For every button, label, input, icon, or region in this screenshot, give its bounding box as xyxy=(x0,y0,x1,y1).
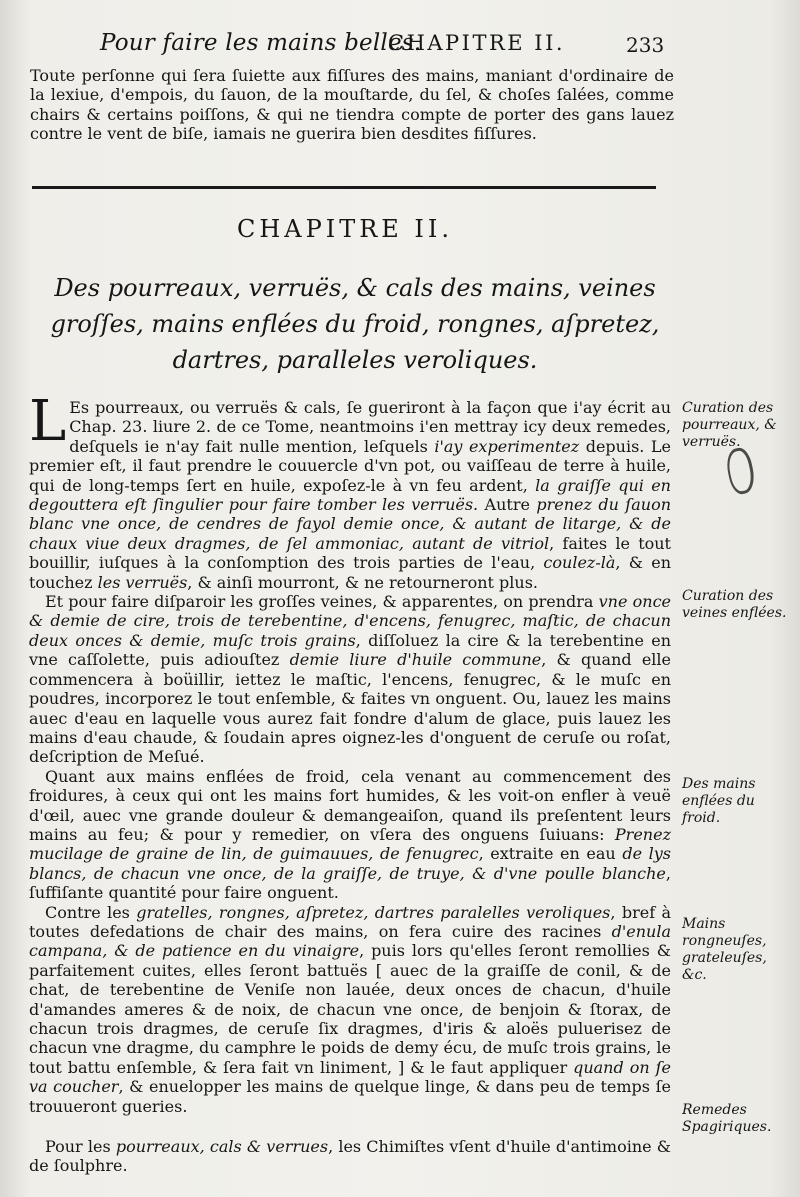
opening-paragraph: Toute perſonne qui ſera ſuiette aux fiſſures des mains, maniant d'ordinaire de la lexiue, d'empois, du ſauon, de la mouſtarde, du ſel, & choſes ſalées, comme chairs & certains poiſſons, & qui ne tiendra compte de porter des gans lauez contre le vent de biſe, iamais ne guerira bien desdites fiſſures. xyxy=(30,66,674,144)
margin-note-veines: Curation des veines enflées. xyxy=(682,588,787,621)
paragraph-verrues: L Es pourreaux, ou verruës & cals, ſe gueriront à la façon que i'ay écrit au Chap. 23. liure 2. de ce Tome, neantmoins i'en mettray icy deux remedes, deſquels ie n'ay fait nulle mention, leſquels i'ay experimentez depuis. Le premier eſt, il faut prendre le couuercle d'vn pot, ou vaiſſeau de terre à huile, qui de long-temps ſert en huile, expoſez-le à vn feu ardent, la graiſſe qui en degouttera eſt ſingulier pour faire tomber les verruës. Autre prenez du ſauon blanc vne once, de cendres de fayol demie once, & autant de litarge, & de chaux viue deux dragmes, de ſel ammoniac, autant de vitriol, faites le tout bouillir, iuſques à la conſomption des trois parties de l'eau, coulez-là, & en touchez les verruës, & ainſi mourront, & ne retourneront plus. xyxy=(29,389,672,592)
section-divider xyxy=(32,186,656,189)
header-chapter: CHAPITRE II. xyxy=(388,31,566,55)
paragraph-spagiriques: Pour les pourreaux, cals & verrues, les Chimiſtes vſent d'huile d'antimoine & de ſoulphre. xyxy=(29,1137,672,1176)
margin-note-verrues: Curation des pourreaux, & verruës. xyxy=(682,400,777,450)
paragraph-rongnes: Contre les gratelles, rongnes, aſpretez, dartres paralelles verоliques, bref à toutes defedations de chair des mains, on fera cuire des racines d'enula campana, & de patience en du vinaigre, puis lors qu'elles ſeront remollies & parfaitement cuites, elles ſeront battuës [ auec de la graiſſe de conil, & de chat, de terebentine de Veniſe non lauée, deux onces de chacun, d'huile d'amandes ameres & de noix, de chacun vne once, de benjoin & ſtorax, de chacun trois dragmes, de ceruſe ſix dragmes, d'iris & aloës puluerisez de chacun vne dragme, du camphre le poids de demy écu, de muſc trois grains, le tout battu enſemble, & ſera fait vn liniment, ] & le faut appliquer quand on ſe va coucher, & enuelopper les mains de quelque linge, & dans peu de temps ſe trouueront gueries. xyxy=(29,902,672,1116)
paragraph-veines: Et pour faire diſparoir les groſſes veines, & apparentes, on prendra vne once & demie de cire, trois de terebentine, d'encens, fenugrec, maſtic, de chacun deux onces & demie, muſc trois grains, diſſoluez la cire & la terebentine en vne caſſolette, puis adiouſtez demie liure d'huile commune, & quand elle commencera à boüillir, iettez le maſtic, l'encens, fenugrec, & le muſc en poudres, incorporez le tout enſemble, & faites vn onguent. Ou, lauez les mains auec d'eau en laquelle vous aurez fait fondre d'alum de glace, puis lauez les mains d'eau chaude, & ſoudain apres oignez-les d'onguent de ceruſe ou roſat, deſcription de Meſué. xyxy=(29,592,672,767)
margin-note-rongnes: Mains rongneuſes, grateleuſes, &c. xyxy=(682,916,767,983)
ink-flourish xyxy=(723,446,757,496)
chapter-heading: CHAPITRE II. xyxy=(236,215,454,243)
page-header xyxy=(100,30,680,64)
drop-cap: L xyxy=(29,389,67,454)
margin-note-spagiriques: Remedes Spagiriques. xyxy=(682,1102,772,1135)
margin-note-froid: Des mains enflées du froid. xyxy=(682,776,756,826)
chapter-body xyxy=(29,389,672,1116)
page-number: 233 xyxy=(626,33,665,57)
chapter-subtitle: Des pourreaux, verruës, & cals des mains, veines groſſes, mains enflées du froid, rongnes, aſpretez, dartres, paralleles verоliques. xyxy=(50,274,660,374)
closing-text xyxy=(29,1137,671,1176)
running-title: Pour faire les mains belles. xyxy=(100,30,422,56)
paragraph-mains-enflees: Quant aux mains enflées de froid, cela venant au commencement des froidures, à ceux qui ont les mains fort humides, & les voit-on enfler à veuë d'œil, auec vne grande douleur & demangeaiſon, quand ils preſentent leurs mains au feu; & pour y remedier, on vſera des onguens ſuiuans: Prenez mucilage de graine de lin, de guimauues, de fenugrec, extraite en eau de lys blancs, de chacun vne once, de la graiſſe, de truye, & d'vne poulle blanche, ſuffiſante quantité pour faire onguent. xyxy=(29,766,672,903)
